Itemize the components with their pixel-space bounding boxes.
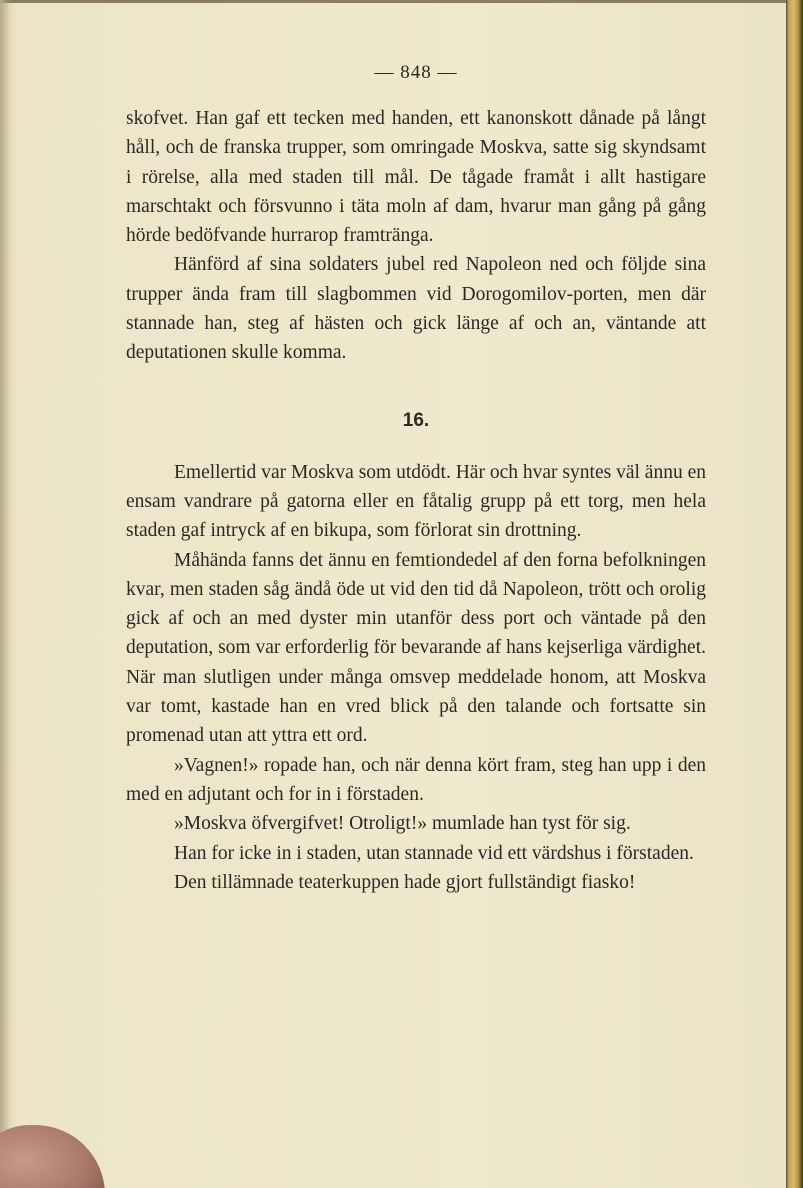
spine-shadow — [0, 0, 10, 1188]
paragraph: »Moskva öfvergifvet! Otroligt!» mumlade han tyst för sig. — [174, 813, 631, 835]
paragraph: »Vagnen!» ropade han, och när denna kört fram, steg han upp i den med en adjutant och for in i förstaden. — [126, 754, 706, 805]
paragraph: skofvet. Han gaf ett tecken med handen, ett kanonskott dånade på långt håll, och de franska trupper, som omringade Moskva, satte sig skyndsamt i rörelse, alla med staden till mål. De tågade framåt i allt hastigare marschtakt och försvunno i täta moln af dam, hvarur man gång på gång hörde bedöfvande hurrarop framtränga. — [126, 108, 706, 247]
paragraph: Den tillämnade teaterkuppen hade gjort fullständigt fiasko! — [174, 871, 636, 893]
paragraph: Emellertid var Moskva som utdödt. Här och hvar syntes väl ännu en ensam vandrare på gatorna eller en fåtalig grupp på ett torg, men hela staden gaf intryck af en bikupa, som förlorat sin drottning. — [126, 461, 706, 542]
page-text — [126, 58, 706, 897]
paragraph: Han for icke in i staden, utan stannade vid ett värdshus i förstaden. — [174, 842, 694, 864]
page-edge — [786, 0, 803, 1188]
paragraph: Måhända fanns det ännu en femtiondedel af den forna befolkningen kvar, men staden såg ändå öde ut vid den tid då Napoleon, trött och orolig gick af och an med dyster min utanför dess port och väntade på den deputation, som var erforderlig för bevarande af hans kejserliga värdighet. När man slutligen under många omsvep meddelade honom, att Moskva var tomt, kastade han en vred blick på den talande och fortsatte sin promenad utan att yttra ett ord. — [126, 549, 706, 747]
page-number: — 848 — — [374, 62, 458, 83]
section-heading: 16. — [402, 409, 430, 431]
paragraph: Hänförd af sina soldaters jubel red Napoleon ned och följde sina trupper ända fram till slagbommen vid Dorogomilov-porten, men där stannade han, steg af hästen och gick länge af och an, väntande att deputationen skulle komma. — [126, 254, 706, 364]
